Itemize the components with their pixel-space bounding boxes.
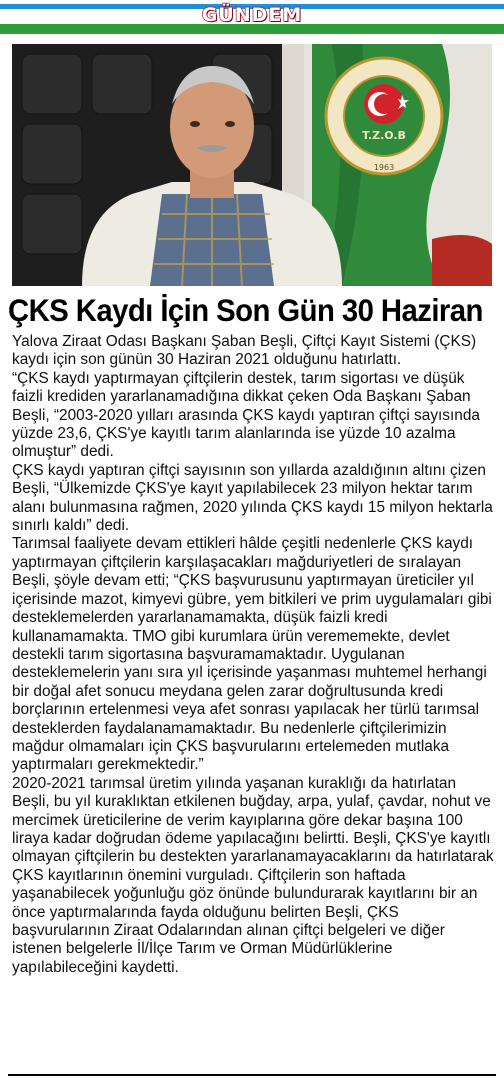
article-paragraph: Yalova Ziraat Odası Başkanı Şaban Beşli, Çiftçi Kayıt Sistemi (ÇKS) kaydı için son günün 30 Haziran 2021 olduğunu hatırlattı. [12, 333, 477, 369]
article-paragraph: 2020-2021 tarımsal üretim yılında yaşanan kuraklığı da hatırlatan Beşli, bu yıl kuraklıktan etkilenen buğday, arpa, yulaf, çavdar, nohut ve mercimek üreticilerine de verim kayıplarına göre dekar başına 100 liraya kadar doğrudan ödeme yapılacağını belirtti. Beşli, ÇKS'ye kayıtlı olmayan çiftçilerin bu destekten yararlanamayacaklarını da hatırlatarak ÇKS kayıtlarının önemini vurguladı. Çiftçilerin son haftada yaşanabilecek yoğunluğu göz önünde bulundurarak kayıtlarını bir an önce yaptırmalarında fayda olduğunu belirten Beşli, ÇKS başvurularının Ziraat Odalarından alınan çiftçi belgeleri ve diğer istenen belgelerle İl/İlçe Tarım ve Orman Müdürlüklerine yapılabileceğini kaydetti. [12, 774, 494, 976]
article-paragraph: “ÇKS kaydı yaptırmayan çiftçilerin destek, tarım sigortası ve düşük faizli krediden yararlanamadığına dikkat çeken Oda Başkanı Şaban Beşli, “2003-2020 yılları arasında ÇKS kaydı yaptıran çiftçi sayısında yüzde 23,6, ÇKS'ye kayıtlı tarım alanlarında ise yüzde 10 azalma olmuştur” dedi. [12, 369, 480, 461]
article-body [12, 333, 494, 977]
flag-emblem-year: 1963 [373, 163, 395, 172]
photo-illustration [12, 44, 492, 286]
article-paragraph: ÇKS kaydı yaptıran çiftçi sayısının son yıllarda azaldığının altını çizen Beşli, “Ülkemizde ÇKS'ye kayıt yapılabilecek 23 milyon hektar tarım alanı bulunmasına rağmen, 2020 yılında ÇKS kaydı 15 milyon hektarla sınırlı kaldı” dedi. [12, 461, 493, 535]
article-headline: ÇKS Kaydı İçin Son Gün 30 Haziran [8, 292, 483, 328]
article-photo [12, 44, 492, 286]
flag-emblem-text: T.Z.O.B [362, 129, 406, 142]
section-label: GÜNDEM [201, 4, 303, 26]
bottom-rule [8, 1074, 496, 1076]
flag-emblem [326, 58, 442, 174]
article-paragraph: Tarımsal faaliyete devam ettikleri hâlde çeşitli nedenlerle ÇKS kaydı yaptırmayan çiftçilerin karşılaşacakları mağduriyetleri de sıralayan Beşli, şöyle devam etti; “ÇKS başvurusunu yaptırmayan üreticiler yıl içerisinde mazot, kimyevi gübre, yem bitkileri ve prim uygulamaları gibi desteklemelerden yararlanamamakta, düşük faizli kredi kullanamamakta. TMO gibi kurumlara ürün verememekte, devlet destekli tarım sigortasına başvuramamaktadır. Uygulanan desteklemelerin yanı sıra yıl içerisinde yaşanması muhtemel herhangi bir doğal afet sonucu meydana gelen zarar doğrultusunda kredi borçlarının ertelenmesi veya afet sonrası yapılacak her türlü tarımsal desteklerden faydalanamamaktadır. Bu nedenlerle çiftçilerimizin mağdur olmamaları için ÇKS başvurularını ertelemeden mutlaka yaptırmaları gerekmektedir.” [12, 535, 492, 774]
